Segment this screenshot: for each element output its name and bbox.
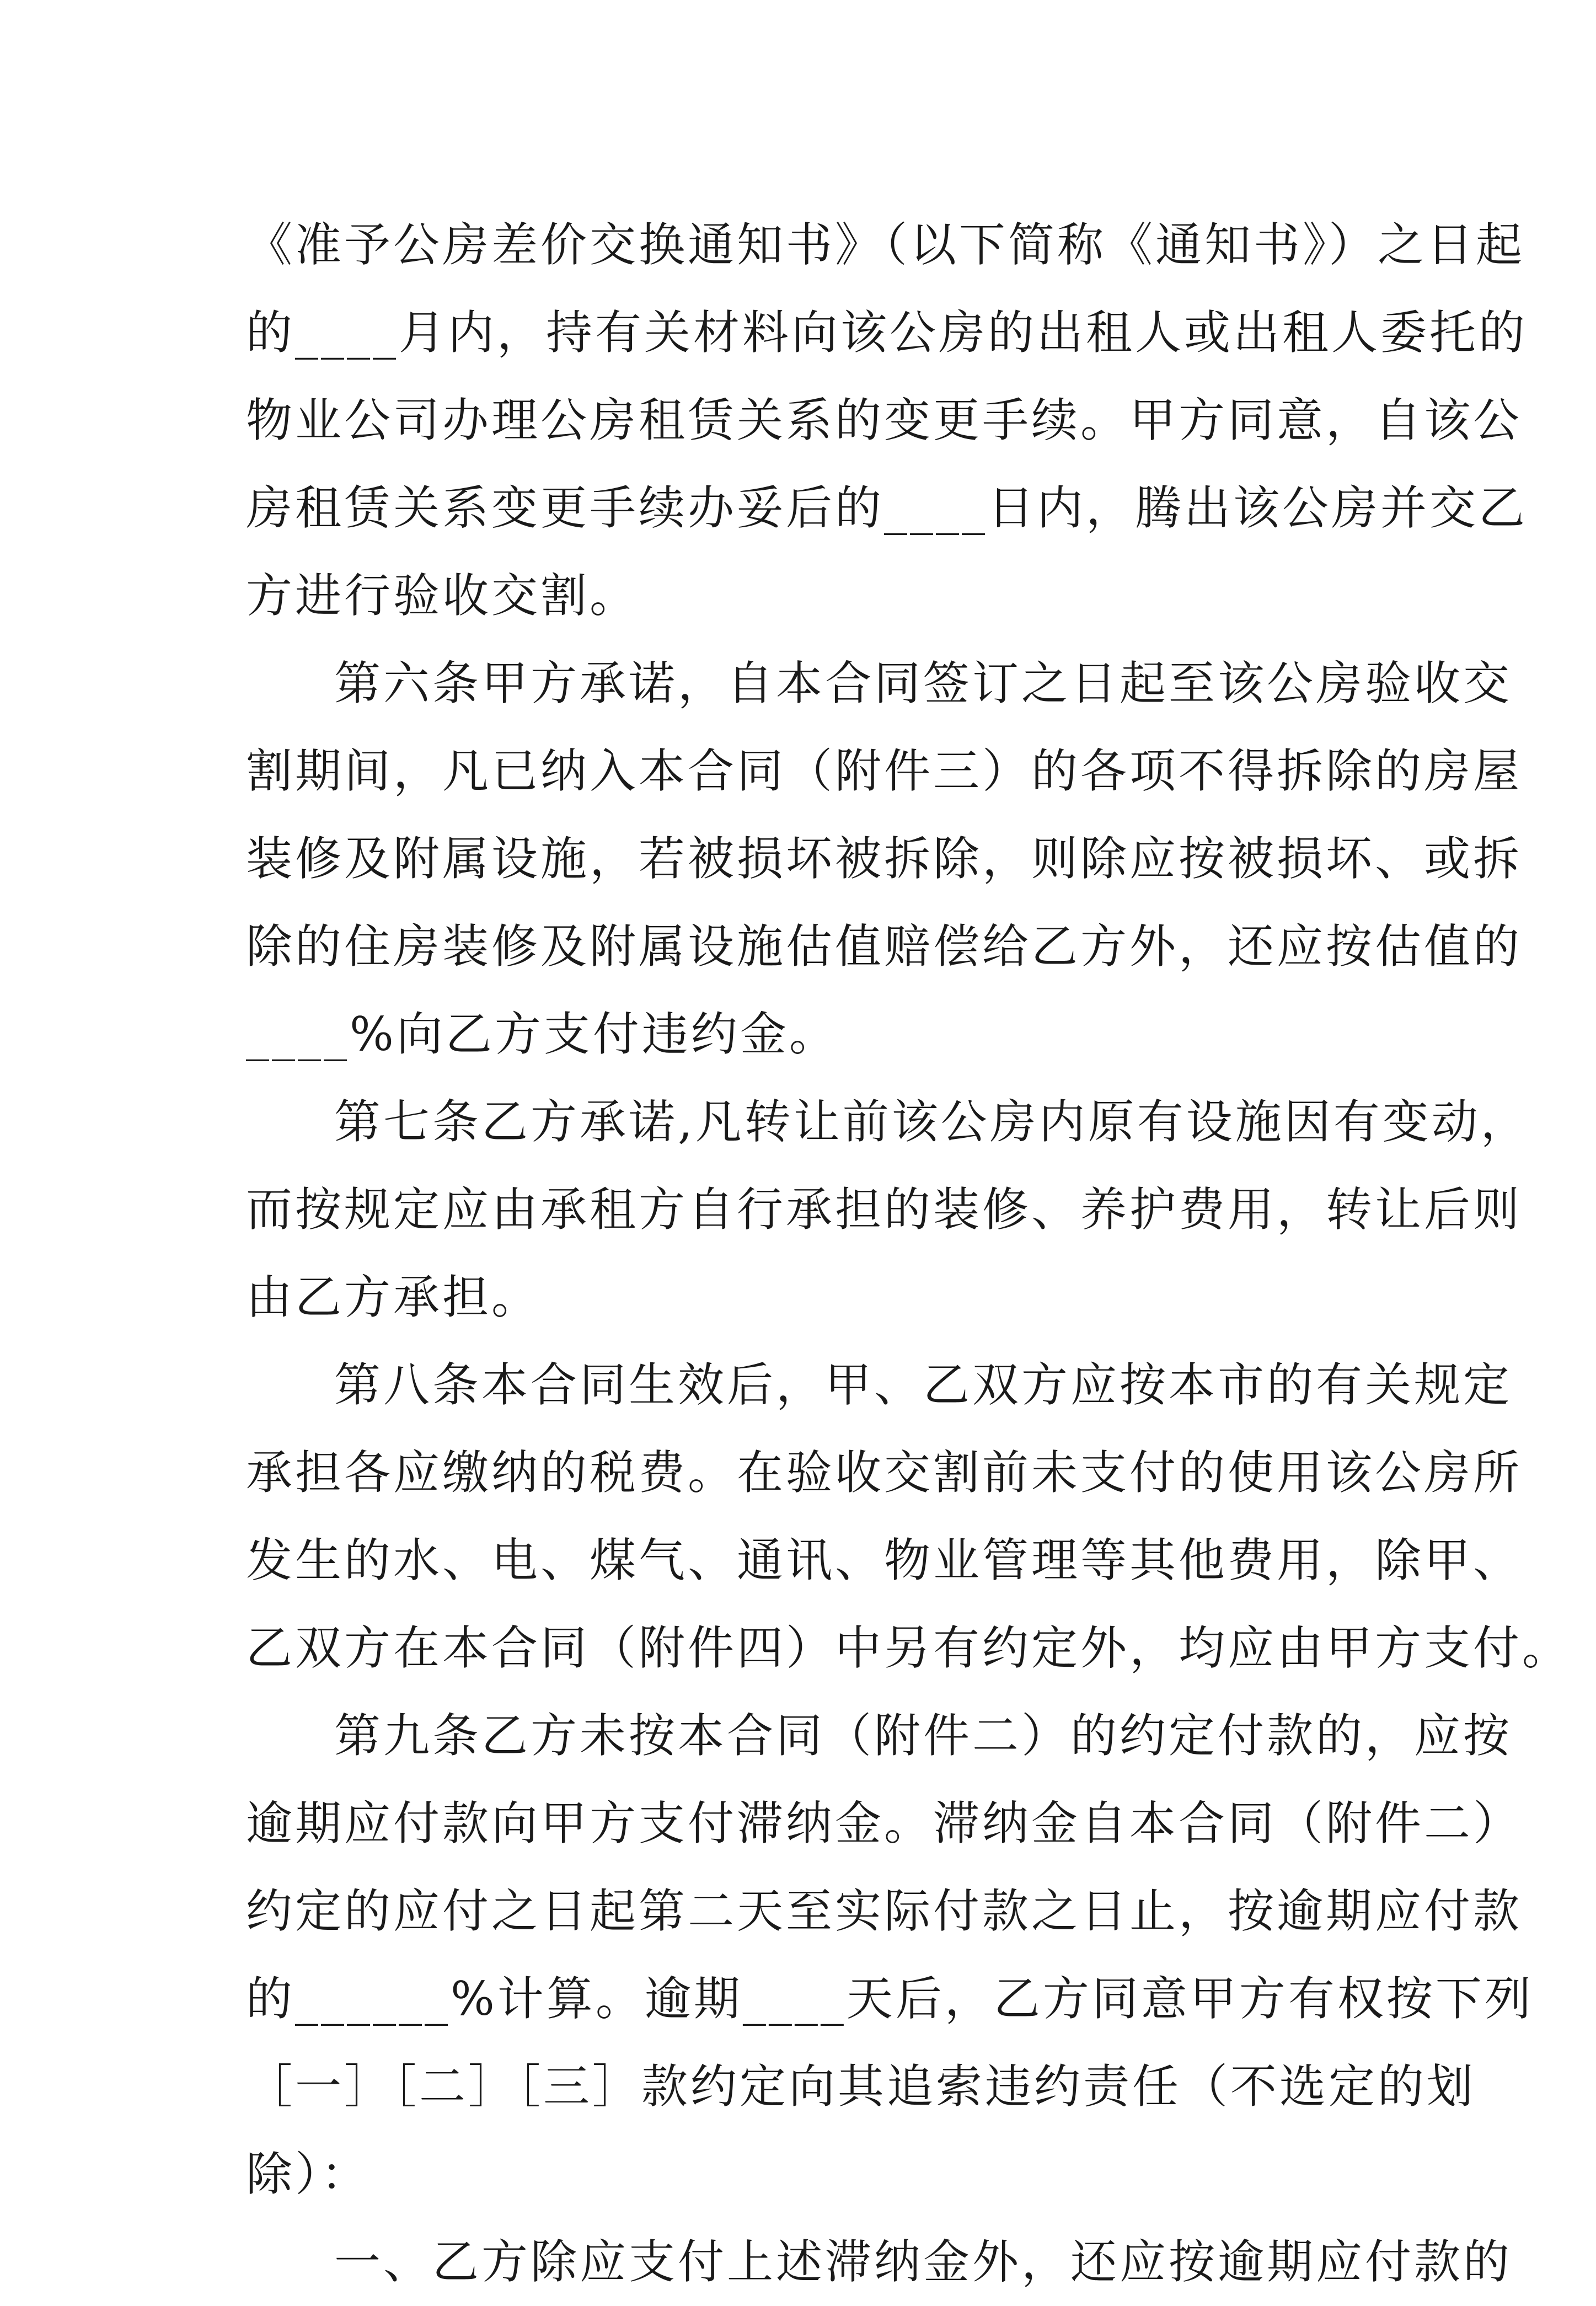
text-line: 约定的应付之日起第二天至实际付款之日止，按逾期应付款 [246, 1884, 1523, 1938]
text-line: 物业公司办理公房租赁关系的变更手续。甲方同意，自该公 [246, 393, 1523, 447]
text-line: 《准予公房差价交换通知书》（以下简称《通知书》）之日起 [246, 218, 1525, 272]
text-line: 的____月内，持有关材料向该公房的出租人或出租人委托的 [246, 306, 1528, 360]
article-9-start: 第九条乙方未按本合同（附件二）的约定付款的，应按 [334, 1709, 1513, 1763]
text-line: 装修及附属设施，若被损坏被拆除，则除应按被损坏、或拆 [246, 832, 1523, 886]
text-line: 的______%计算。逾期____天后，乙方同意甲方有权按下列 [246, 1972, 1534, 2026]
text-line: ［一］［二］［三］款约定向其追索违约责任（不选定的划 [246, 2059, 1476, 2114]
text-line: 逾期应付款向甲方支付滞纳金。滞纳金自本合同（附件二） [246, 1796, 1523, 1850]
article-7-start: 第七条乙方承诺,凡转让前该公房内原有设施因有变动， [334, 1095, 1530, 1149]
text-line: 方进行验收交割。 [246, 569, 639, 623]
text-line: 除）： [246, 2147, 371, 2201]
text-line: 发生的水、电、煤气、通讯、物业管理等其他费用，除甲、 [246, 1533, 1523, 1587]
text-line: 而按规定应由承租方自行承担的装修、养护费用，转让后则 [246, 1183, 1523, 1237]
text-line: 承担各应缴纳的税费。在验收交割前未支付的使用该公房所 [246, 1446, 1523, 1500]
text-line: 房租赁关系变更手续办妥后的____日内，腾出该公房并交乙 [246, 481, 1528, 535]
article-6-start: 第六条甲方承诺，自本合同签订之日起至该公房验收交 [334, 656, 1513, 710]
text-line: 割期间，凡已纳入本合同（附件三）的各项不得拆除的房屋 [246, 744, 1523, 798]
text-line: 由乙方承担。 [246, 1270, 541, 1324]
clause-1-start: 一、乙方除应支付上述滞纳金外，还应按逾期应付款的 [334, 2235, 1513, 2289]
document-body [246, 201, 1572, 2306]
text-line: 除的住房装修及附属设施估值赔偿给乙方外，还应按估值的 [246, 919, 1523, 973]
text-line: ____%向乙方支付违约金。 [246, 1007, 838, 1061]
text-line: 乙双方在本合同（附件四）中另有约定外，均应由甲方支付。 [246, 1621, 1572, 1675]
article-8-start: 第八条本合同生效后，甲、乙双方应按本市的有关规定 [334, 1358, 1513, 1412]
